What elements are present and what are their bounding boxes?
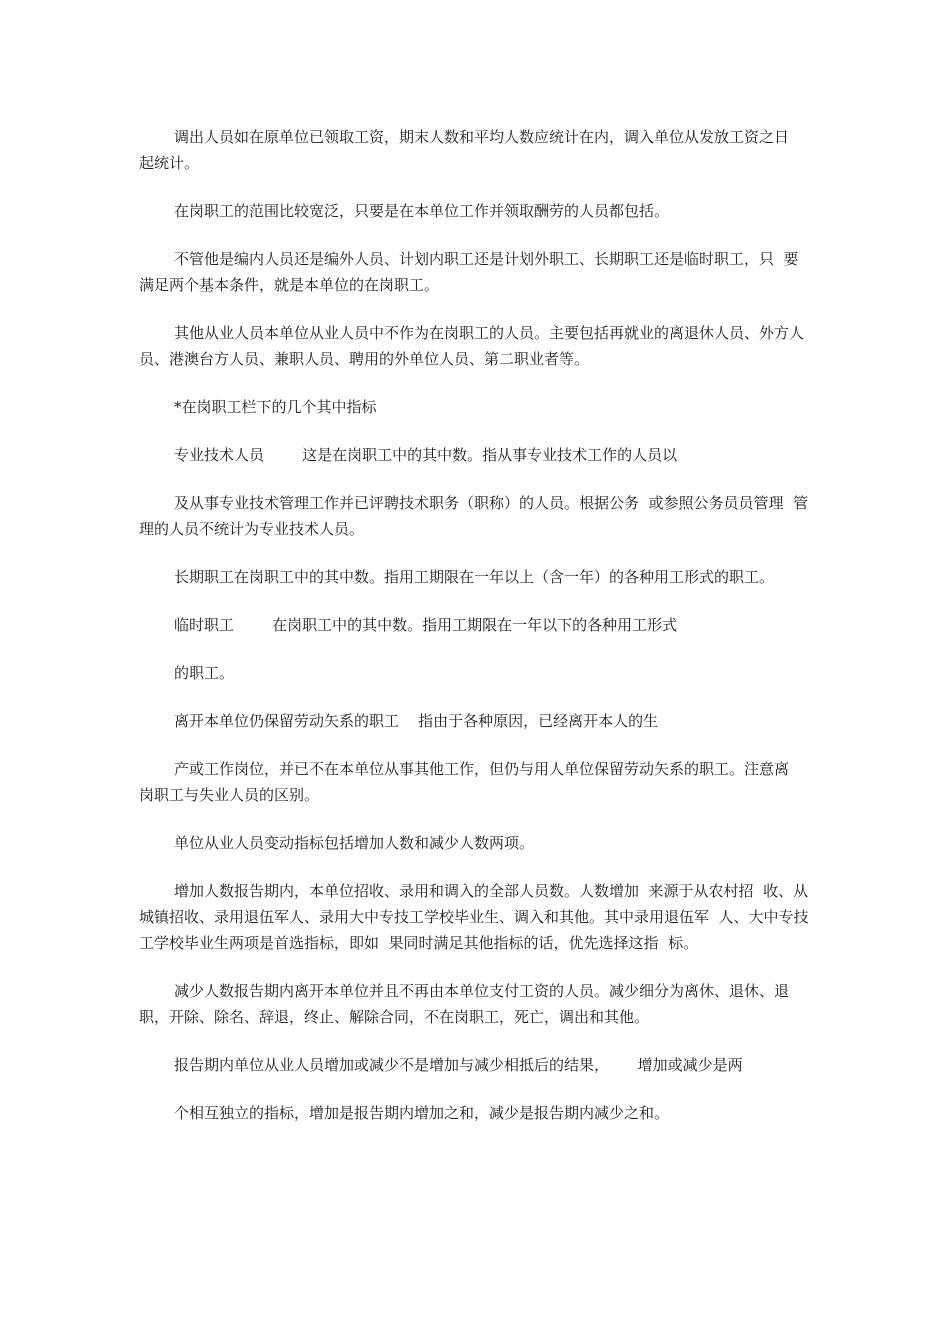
paragraph: 减少人数报告期内离开本单位并且不再由本单位支付工资的人员。减少细分为离休、退休、退职，开除、除名、辞退，终止、解除合同，不在岗职工，死亡，调出和其他。 — [139, 982, 790, 1026]
paragraph: 离开本单位仍保留劳动矢系的职工 指由于各种原因，已经离开本人的生 — [174, 712, 659, 730]
paragraph: 的职工。 — [174, 664, 235, 682]
paragraph: 在岗职工的范围比较宽泛，只要是在本单位工作并领取酬劳的人员都包括。 — [174, 202, 670, 220]
document-body — [139, 124, 813, 1148]
paragraph: 临时职工 在岗职工中的其中数。指用工期限在一年以下的各种用工形式 — [174, 616, 678, 634]
paragraph: 个相互独立的指标，增加是报告期内增加之和，减少是报告期内减少之和。 — [174, 1104, 670, 1122]
paragraph: 不管他是编内人员还是编外人员、计划内职工还是计划外职工、长期职工还是临时职工，只 要满足两个基本条件，就是本单位的在岗职工。 — [139, 250, 799, 294]
paragraph: 其他从业人员本单位从业人员中不作为在岗职工的人员。主要包括再就业的离退休人员、外方人员、港澳台方人员、兼职人员、聘用的外单位人员、第二职业者等。 — [139, 324, 805, 368]
section-heading: *在岗职工栏下的几个其中指标 — [174, 398, 377, 416]
paragraph: 调出人员如在原单位已领取工资，期末人数和平均人数应统计在内，调入单位从发放工资之日 起统计。 — [139, 128, 799, 172]
paragraph: 产或工作岗位，并已不在本单位从事其他工作，但仍与用人单位保留劳动矢系的职工。注意离 岗职工与失业人员的区别。 — [139, 760, 799, 804]
paragraph: 长期职工在岗职工中的其中数。指用工期限在一年以上（含一年）的各种用工形式的职工。 — [174, 568, 775, 586]
paragraph: 专业技术人员 这是在岗职工中的其中数。指从事专业技术工作的人员以 — [174, 446, 678, 464]
paragraph: 及从事专业技术管理工作并已评聘技术职务（职称）的人员。根据公务 或参照公务员员管理 管理的人员不统计为专业技术人员。 — [139, 494, 809, 538]
paragraph: 报告期内单位从业人员增加或减少不是增加与减少相抵后的结果， 增加或减少是两 — [174, 1056, 743, 1074]
paragraph: 单位从业人员变动指标包括增加人数和减少人数两项。 — [174, 834, 535, 852]
paragraph: 增加人数报告期内，本单位招收、录用和调入的全部人员数。人数增加 来源于从农村招 收、从城镇招收、录用退伍军人、录用大中专技工学校毕业生、调入和其他。其中录用退伍军 人、大中专技工学校毕业生两项是首选指标，即如 果同时满足其他指标的话，优先选择这指 标。 — [139, 882, 809, 952]
